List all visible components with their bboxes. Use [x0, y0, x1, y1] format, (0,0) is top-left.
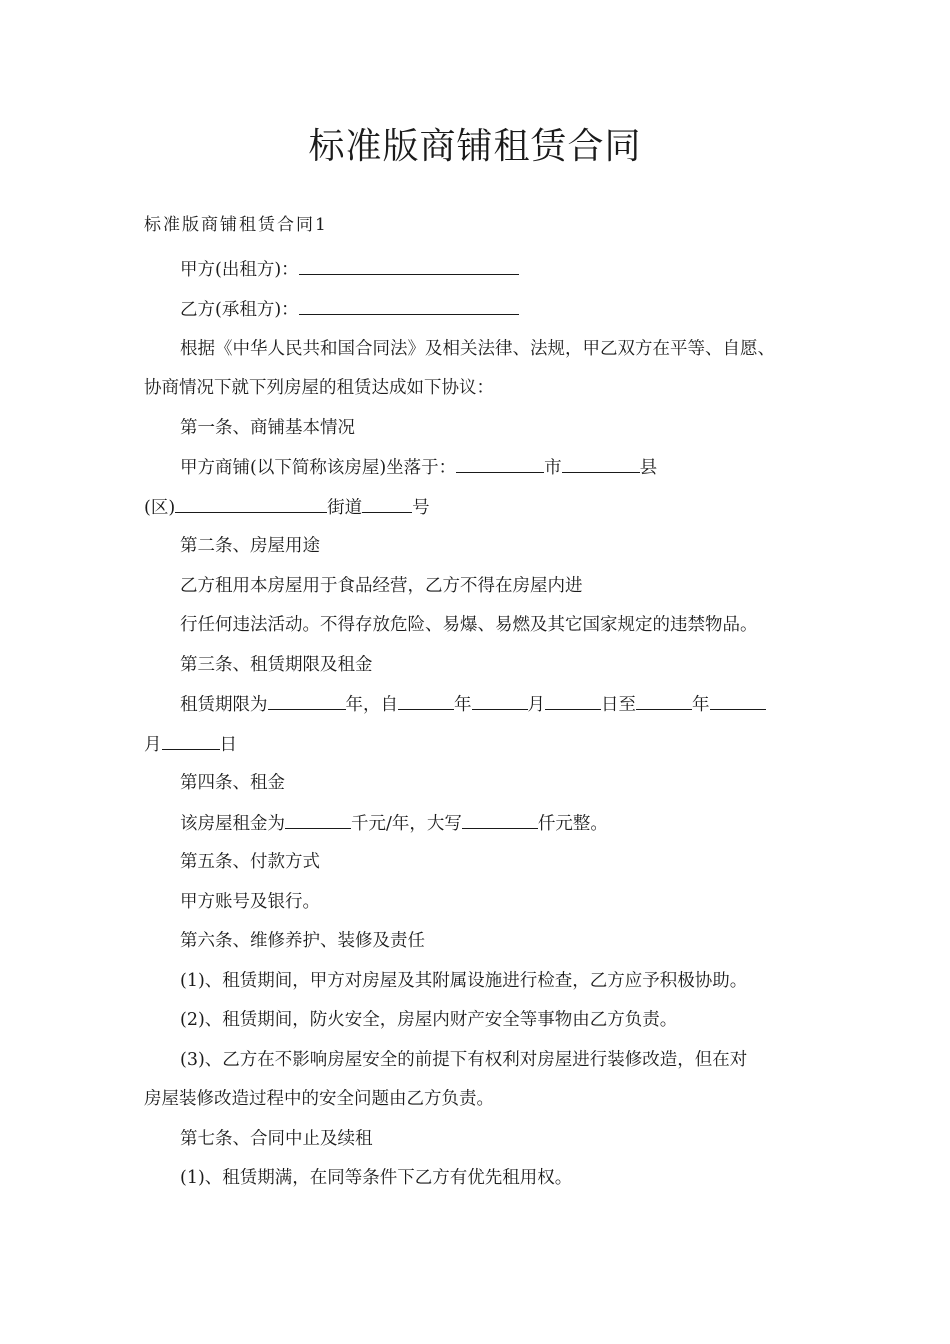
article-1-address-line	[144, 494, 430, 521]
start-month-blank	[472, 691, 528, 710]
party-a-label: 甲方(出租方)：	[180, 260, 299, 280]
document-subtitle: 标准版商铺租赁合同1	[144, 215, 328, 235]
city-blank	[456, 454, 544, 473]
document-title: 标准版商铺租赁合同	[308, 126, 642, 167]
article-6-item-3-line-1: (3)、乙方在不影响房屋安全的前提下有权利对房屋进行装修改造，但在对	[180, 1050, 748, 1070]
article-4-rent-line	[180, 810, 608, 837]
intro-line-1: 根据《中华人民共和国合同法》及相关法律、法规，甲乙双方在平等、自愿、	[180, 339, 775, 359]
party-a-blank	[299, 256, 519, 275]
party-b-blank	[299, 296, 519, 315]
article-6-item-3-line-2: 房屋装修改造过程中的安全问题由乙方负责。	[144, 1089, 494, 1109]
start-day-label: 日至	[601, 695, 636, 715]
rent-amount-blank	[285, 810, 351, 829]
location-label: 甲方商铺(以下简称该房屋)坐落于：	[180, 458, 457, 478]
start-year-label: 年	[454, 695, 472, 715]
number-label: 号	[412, 498, 430, 518]
article-5-title: 第五条、付款方式	[180, 852, 320, 872]
article-2-line-2: 行任何违法活动。不得存放危险、易爆、易燃及其它国家规定的违禁物品。	[180, 615, 758, 635]
article-3-title: 第三条、租赁期限及租金	[180, 655, 373, 675]
end-month-blank	[710, 691, 766, 710]
term-label: 租赁期限为	[180, 695, 268, 715]
number-blank	[362, 494, 412, 513]
rent-unit-label: 千元/年，大写	[351, 814, 462, 834]
county-blank	[562, 454, 640, 473]
article-2-line-1: 乙方租用本房屋用于食品经营，乙方不得在房屋内进	[180, 576, 583, 596]
start-year-blank	[398, 691, 454, 710]
rent-uppercase-unit: 仟元整。	[537, 814, 608, 834]
rent-label: 该房屋租金为	[180, 814, 285, 834]
article-5-line: 甲方账号及银行。	[180, 892, 320, 912]
party-b-line	[180, 296, 519, 323]
district-blank	[175, 494, 327, 513]
article-6-item-2: (2)、租赁期间，防火安全，房屋内财产安全等事物由乙方负责。	[180, 1010, 678, 1030]
article-6-item-1: (1)、租赁期间，甲方对房屋及其附属设施进行检查，乙方应予积极协助。	[180, 971, 748, 991]
article-1-location-line	[180, 454, 657, 481]
city-label: 市	[544, 458, 562, 478]
county-label: 县	[639, 458, 658, 478]
street-label: 街道	[327, 498, 363, 518]
end-month-label: 月	[144, 735, 162, 755]
article-1-title: 第一条、商铺基本情况	[180, 418, 355, 438]
intro-line-2: 协商情况下就下列房屋的租赁达成如下协议：	[144, 378, 494, 398]
end-day-blank	[162, 731, 220, 750]
term-years-blank	[268, 691, 346, 710]
end-year-blank	[636, 691, 692, 710]
rent-uppercase-blank	[462, 810, 538, 829]
article-7-title: 第七条、合同中止及续租	[180, 1129, 373, 1149]
party-a-line	[180, 256, 519, 283]
party-b-label: 乙方(承租方)：	[180, 300, 299, 320]
term-from-label: 年，自	[345, 695, 398, 715]
article-7-item-1: (1)、租赁期满，在同等条件下乙方有优先租用权。	[180, 1168, 573, 1188]
article-6-title: 第六条、维修养护、装修及责任	[180, 931, 425, 951]
article-3-term-line	[180, 691, 766, 718]
article-3-term-line-2	[144, 731, 237, 758]
article-2-title: 第二条、房屋用途	[180, 536, 320, 556]
district-label: (区)	[144, 498, 176, 518]
end-day-label: 日	[219, 735, 237, 755]
start-day-blank	[545, 691, 601, 710]
end-year-label: 年	[692, 695, 710, 715]
article-4-title: 第四条、租金	[180, 773, 285, 793]
start-month-label: 月	[527, 695, 545, 715]
